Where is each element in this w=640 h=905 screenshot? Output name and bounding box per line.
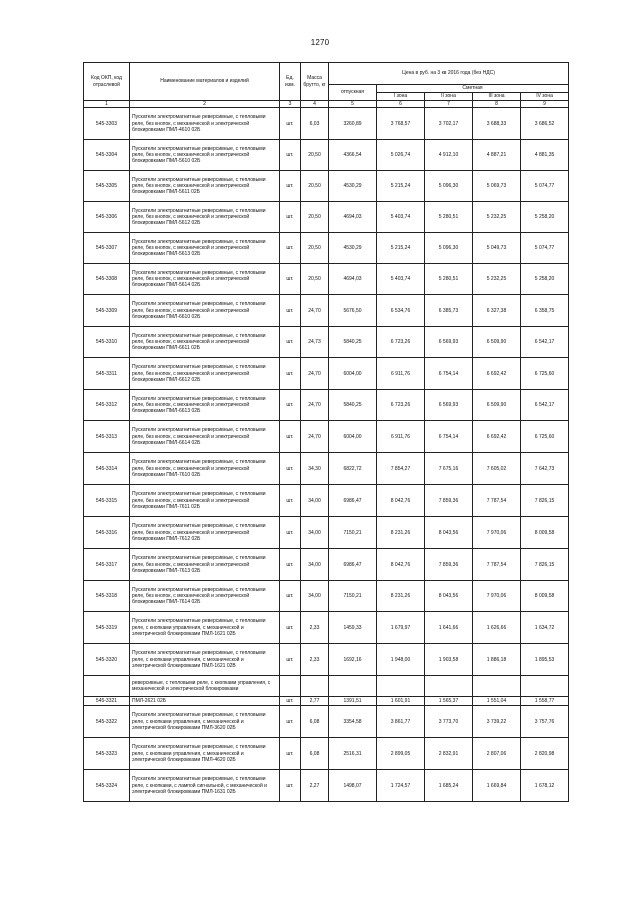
table-row xyxy=(84,697,569,706)
table-cell-name: Пускатели электромагнитные реверсивные, с тепловыми реле, без кнопок, с механической и электрической блокировками ПМЛ-7611 02Б xyxy=(130,485,280,517)
table-cell-zone-2-price: 3 773,70 xyxy=(425,706,473,738)
table-cell-zone-3-price: 6 327,38 xyxy=(473,295,521,327)
table-cell-name: Пускатели электромагнитные реверсивные, с тепловыми реле, без кнопок, с механической и электрической блокировками ПМЛ-4610 02Б xyxy=(130,108,280,140)
header-unit: Ед. изм. xyxy=(280,63,301,101)
table-cell-zone-4-price: 1 678,12 xyxy=(521,770,569,802)
table-cell-mass: 6,08 xyxy=(301,706,329,738)
table-cell-zone-3-price: 5 069,73 xyxy=(473,171,521,202)
table-row xyxy=(84,295,569,327)
table-cell-mass: 2,33 xyxy=(301,644,329,676)
header-estimate: Сметная xyxy=(377,85,569,93)
column-number: 2 xyxy=(130,101,280,108)
table-cell-zone-2-price: 5 096,30 xyxy=(425,171,473,202)
table-cell-unit: шт. xyxy=(280,295,301,327)
table-cell-zone-3-price: 6 509,90 xyxy=(473,327,521,358)
table-cell-code: 545-3309 xyxy=(84,295,130,327)
table-cell-zone-4-price: 6 542,17 xyxy=(521,327,569,358)
table-cell-name: Пускатели электромагнитные реверсивные, с тепловыми реле, с кнопками управления, с механической и электрической блокировками ПМЛ-4620 02Б xyxy=(130,738,280,770)
table-cell-mass: 24,70 xyxy=(301,295,329,327)
table-cell-zone-1-price: 2 899,05 xyxy=(377,738,425,770)
table-cell-release-price: 7150,21 xyxy=(329,581,377,612)
table-cell-zone-2-price: 6 754,14 xyxy=(425,358,473,390)
table-cell-code: 545-3305 xyxy=(84,171,130,202)
table-cell-name: Пускатели электромагнитные реверсивные, с тепловыми реле, без кнопок, с механической и электрической блокировками ПМЛ-7612 02Б xyxy=(130,517,280,549)
table-cell-release-price: 3260,89 xyxy=(329,108,377,140)
table-cell-release-price: 2516,31 xyxy=(329,738,377,770)
table-cell-unit: шт. xyxy=(280,549,301,581)
table-cell-unit: шт. xyxy=(280,140,301,171)
table-cell-zone-4-price: 7 826,15 xyxy=(521,549,569,581)
table-cell-zone-4-price: 3 757,76 xyxy=(521,706,569,738)
table-cell-code: 545-3306 xyxy=(84,202,130,233)
table-row xyxy=(84,358,569,390)
table-cell-zone-2-price: 4 912,10 xyxy=(425,140,473,171)
table-cell-mass: 20,50 xyxy=(301,171,329,202)
table-cell-name: Пускатели электромагнитные реверсивные, с тепловыми реле, без кнопок, с механической и электрической блокировками ПМЛ-5613 02Б xyxy=(130,233,280,264)
table-cell-release-price: 7150,21 xyxy=(329,517,377,549)
table-cell-zone-2-price: 7 675,16 xyxy=(425,453,473,485)
table-cell-release-price: 1692,16 xyxy=(329,644,377,676)
table-cell-code: 545-3304 xyxy=(84,140,130,171)
table-cell-zone-4-price: 7 642,73 xyxy=(521,453,569,485)
table-cell-zone-1-price: 5 403,74 xyxy=(377,264,425,295)
table-cell-mass: 24,70 xyxy=(301,390,329,421)
table-cell-zone-2-price: 1 685,24 xyxy=(425,770,473,802)
table-cell-unit: шт. xyxy=(280,390,301,421)
table-cell-unit: шт. xyxy=(280,644,301,676)
table-cell-name: реверсивные, с тепловыми реле, с кнопками управления, с механической и электрической блокировками xyxy=(130,676,280,697)
table-cell-release-price: 1498,07 xyxy=(329,770,377,802)
column-number: 9 xyxy=(521,101,569,108)
table-row xyxy=(84,421,569,453)
table-row xyxy=(84,549,569,581)
table-cell-unit: шт. xyxy=(280,706,301,738)
table-cell-code xyxy=(84,676,130,697)
table-cell-zone-2-price: 1 903,58 xyxy=(425,644,473,676)
header-zone-4: IV зона xyxy=(521,93,569,101)
table-row xyxy=(84,676,569,697)
table-cell-zone-3-price: 5 232,25 xyxy=(473,264,521,295)
table-cell-zone-1-price: 6 534,76 xyxy=(377,295,425,327)
table-cell-zone-1-price: 1 601,91 xyxy=(377,697,425,706)
table-cell-unit: шт. xyxy=(280,738,301,770)
table-cell-zone-3-price: 2 807,06 xyxy=(473,738,521,770)
table-cell-release-price: 4366,54 xyxy=(329,140,377,171)
table-cell-zone-1-price: 8 042,76 xyxy=(377,549,425,581)
table-cell-unit: шт. xyxy=(280,108,301,140)
table-cell-name: Пускатели электромагнитные реверсивные, с тепловыми реле, с кнопками управления, с механической и электрической блокировками ПМЛ-1621 02Б xyxy=(130,612,280,644)
table-row xyxy=(84,233,569,264)
table-cell-zone-2-price: 5 280,51 xyxy=(425,264,473,295)
table-cell-release-price: 3354,58 xyxy=(329,706,377,738)
table-cell-zone-4-price: 6 725,60 xyxy=(521,358,569,390)
table-cell-zone-2-price: 6 385,73 xyxy=(425,295,473,327)
table-cell-release-price: 6004,00 xyxy=(329,421,377,453)
table-cell-zone-1-price: 3 768,57 xyxy=(377,108,425,140)
table-cell-name: Пускатели электромагнитные реверсивные, с тепловыми реле, без кнопок, с механической и электрической блокировками ПМЛ-6610 02Б xyxy=(130,295,280,327)
table-cell-zone-2-price: 8 043,56 xyxy=(425,517,473,549)
table-cell-name: Пускатели электромагнитные реверсивные, с тепловыми реле, без кнопок, с механической и электрической блокировками ПМЛ-7610 02Б xyxy=(130,453,280,485)
table-cell-zone-2-price: 2 832,91 xyxy=(425,738,473,770)
table-cell-unit: шт. xyxy=(280,233,301,264)
table-row xyxy=(84,108,569,140)
table-cell-zone-3-price: 7 970,06 xyxy=(473,517,521,549)
page-number: 1270 xyxy=(310,38,330,47)
table-cell-zone-2-price: 6 754,14 xyxy=(425,421,473,453)
table-cell-unit: шт. xyxy=(280,517,301,549)
table-cell-code: 545-3303 xyxy=(84,108,130,140)
table-cell-release-price: 6004,00 xyxy=(329,358,377,390)
table-cell-zone-3-price: 1 669,84 xyxy=(473,770,521,802)
table-cell-code: 545-3318 xyxy=(84,581,130,612)
table-cell-code: 545-3313 xyxy=(84,421,130,453)
table-cell-release-price: 6986,47 xyxy=(329,549,377,581)
table-cell-release-price: 6986,47 xyxy=(329,485,377,517)
table-cell-zone-4-price: 8 009,58 xyxy=(521,517,569,549)
table-cell-zone-1-price: 5 026,74 xyxy=(377,140,425,171)
table-cell-zone-1-price xyxy=(377,676,425,697)
table-cell-mass: 6,03 xyxy=(301,108,329,140)
table-row xyxy=(84,612,569,644)
table-cell-code: 545-3322 xyxy=(84,706,130,738)
table-cell-release-price: 4694,03 xyxy=(329,264,377,295)
table-cell-code: 545-3323 xyxy=(84,738,130,770)
column-number: 5 xyxy=(329,101,377,108)
column-number: 6 xyxy=(377,101,425,108)
table-cell-mass: 20,50 xyxy=(301,233,329,264)
table-cell-unit: шт. xyxy=(280,581,301,612)
table-cell-zone-4-price: 1 634,72 xyxy=(521,612,569,644)
table-cell-name: ПМЛ-2621 02Б xyxy=(130,697,280,706)
table-cell-zone-4-price xyxy=(521,676,569,697)
table-row xyxy=(84,706,569,738)
table-cell-unit xyxy=(280,676,301,697)
table-cell-mass: 20,50 xyxy=(301,202,329,233)
table-cell-mass: 2,77 xyxy=(301,697,329,706)
table-cell-zone-3-price: 6 692,42 xyxy=(473,421,521,453)
table-cell-mass: 34,00 xyxy=(301,517,329,549)
table-cell-name: Пускатели электромагнитные реверсивные, с тепловыми реле, с кнопками управления, с механической и электрической блокировками ПМЛ-3620 02Б xyxy=(130,706,280,738)
table-cell-name: Пускатели электромагнитные реверсивные, с тепловыми реле, без кнопок, с механической и электрической блокировками ПМЛ-6614 02Б xyxy=(130,421,280,453)
table-cell-code: 545-3317 xyxy=(84,549,130,581)
table-cell-code: 545-3312 xyxy=(84,390,130,421)
table-cell-mass: 20,50 xyxy=(301,264,329,295)
table-cell-mass: 24,70 xyxy=(301,358,329,390)
table-cell-unit: шт. xyxy=(280,770,301,802)
table-row xyxy=(84,581,569,612)
table-cell-code: 545-3315 xyxy=(84,485,130,517)
column-number: 4 xyxy=(301,101,329,108)
table-cell-zone-3-price: 3 688,33 xyxy=(473,108,521,140)
table-cell-unit: шт. xyxy=(280,327,301,358)
table-cell-zone-1-price: 6 911,76 xyxy=(377,358,425,390)
table-cell-unit: шт. xyxy=(280,171,301,202)
table-cell-zone-1-price: 8 042,76 xyxy=(377,485,425,517)
table-cell-mass: 34,30 xyxy=(301,453,329,485)
table-cell-mass: 34,00 xyxy=(301,485,329,517)
table-cell-zone-1-price: 3 861,77 xyxy=(377,706,425,738)
table-cell-zone-4-price: 8 009,58 xyxy=(521,581,569,612)
table-cell-zone-2-price: 5 280,51 xyxy=(425,202,473,233)
table-row xyxy=(84,485,569,517)
table-cell-unit: шт. xyxy=(280,264,301,295)
header-zone-2: II зона xyxy=(425,93,473,101)
table-cell-zone-2-price: 8 043,56 xyxy=(425,581,473,612)
table-cell-name: Пускатели электромагнитные реверсивные, с тепловыми реле, без кнопок, с механической и электрической блокировками ПМЛ-5610 02Б xyxy=(130,140,280,171)
table-cell-zone-1-price: 8 231,26 xyxy=(377,517,425,549)
table-row xyxy=(84,327,569,358)
table-cell-mass: 24,70 xyxy=(301,421,329,453)
table-cell-mass: 2,33 xyxy=(301,612,329,644)
table-row xyxy=(84,390,569,421)
table-cell-name: Пускатели электромагнитные реверсивные, с тепловыми реле, без кнопок, с механической и электрической блокировками ПМЛ-5611 02Б xyxy=(130,171,280,202)
table-cell-zone-1-price: 5 403,74 xyxy=(377,202,425,233)
table-cell-unit: шт. xyxy=(280,421,301,453)
table-cell-mass: 2,27 xyxy=(301,770,329,802)
table-row xyxy=(84,264,569,295)
table-cell-zone-3-price xyxy=(473,676,521,697)
table-cell-unit: шт. xyxy=(280,202,301,233)
table-cell-zone-4-price: 4 881,35 xyxy=(521,140,569,171)
table-cell-zone-1-price: 8 231,26 xyxy=(377,581,425,612)
table-cell-release-price: 4530,29 xyxy=(329,171,377,202)
table-cell-zone-1-price: 1 679,97 xyxy=(377,612,425,644)
table-cell-zone-4-price: 3 686,52 xyxy=(521,108,569,140)
table-cell-zone-4-price: 2 820,98 xyxy=(521,738,569,770)
table-row xyxy=(84,517,569,549)
table-cell-release-price: 5676,50 xyxy=(329,295,377,327)
column-number: 8 xyxy=(473,101,521,108)
table-cell-name: Пускатели электромагнитные реверсивные, с тепловыми реле, без кнопок, с механической и электрической блокировками ПМЛ-7613 02Б xyxy=(130,549,280,581)
table-cell-zone-2-price: 5 096,30 xyxy=(425,233,473,264)
column-number: 3 xyxy=(280,101,301,108)
table-cell-zone-4-price: 5 074,77 xyxy=(521,171,569,202)
table-cell-code: 545-3314 xyxy=(84,453,130,485)
header-release: отпускная xyxy=(329,85,377,101)
table-cell-zone-4-price: 1 558,77 xyxy=(521,697,569,706)
table-cell-zone-1-price: 1 724,57 xyxy=(377,770,425,802)
table-cell-code: 545-3311 xyxy=(84,358,130,390)
table-cell-zone-2-price xyxy=(425,676,473,697)
table-cell-zone-2-price: 6 569,93 xyxy=(425,327,473,358)
column-number: 7 xyxy=(425,101,473,108)
table-cell-release-price: 1459,33 xyxy=(329,612,377,644)
table-cell-name: Пускатели электромагнитные реверсивные, с тепловыми реле, без кнопок, с механической и электрической блокировками ПМЛ-5612 02Б xyxy=(130,202,280,233)
header-zone-1: I зона xyxy=(377,93,425,101)
column-number: 1 xyxy=(84,101,130,108)
table-cell-zone-2-price: 3 702,17 xyxy=(425,108,473,140)
table-cell-zone-4-price: 5 258,20 xyxy=(521,264,569,295)
table-cell-mass: 24,73 xyxy=(301,327,329,358)
table-row xyxy=(84,770,569,802)
table-cell-name: Пускатели электромагнитные реверсивные, с тепловыми реле, без кнопок, с механической и электрической блокировками ПМЛ-6613 02Б xyxy=(130,390,280,421)
table-row xyxy=(84,171,569,202)
table-cell-zone-3-price: 7 605,02 xyxy=(473,453,521,485)
table-cell-zone-4-price: 5 074,77 xyxy=(521,233,569,264)
table-cell-zone-4-price: 7 826,15 xyxy=(521,485,569,517)
price-table xyxy=(83,62,569,802)
table-cell-zone-4-price: 6 725,60 xyxy=(521,421,569,453)
table-cell-code: 545-3321 xyxy=(84,697,130,706)
table-cell-zone-2-price: 6 569,93 xyxy=(425,390,473,421)
table-cell-zone-3-price: 1 626,66 xyxy=(473,612,521,644)
header-price-group: Цена в руб. на 3 кв 2016 года (без НДС) xyxy=(329,63,569,85)
table-cell-zone-1-price: 7 854,27 xyxy=(377,453,425,485)
table-cell-code: 545-3308 xyxy=(84,264,130,295)
column-number-row xyxy=(84,101,569,108)
table-cell-mass: 34,00 xyxy=(301,581,329,612)
table-cell-release-price: 6822,72 xyxy=(329,453,377,485)
table-cell-zone-3-price: 3 739,22 xyxy=(473,706,521,738)
table-cell-name: Пускатели электромагнитные реверсивные, с тепловыми реле, без кнопок, с механической и электрической блокировками ПМЛ-6612 02Б xyxy=(130,358,280,390)
table-cell-zone-4-price: 6 358,75 xyxy=(521,295,569,327)
table-cell-code: 545-3319 xyxy=(84,612,130,644)
table-cell-zone-3-price: 1 886,18 xyxy=(473,644,521,676)
table-cell-zone-3-price: 6 509,90 xyxy=(473,390,521,421)
table-cell-zone-4-price: 6 542,17 xyxy=(521,390,569,421)
table-cell-zone-3-price: 5 232,25 xyxy=(473,202,521,233)
table-cell-zone-2-price: 1 641,66 xyxy=(425,612,473,644)
table-cell-zone-3-price: 7 970,06 xyxy=(473,581,521,612)
table-cell-zone-4-price: 5 258,20 xyxy=(521,202,569,233)
table-cell-code: 545-3307 xyxy=(84,233,130,264)
table-cell-zone-3-price: 1 551,04 xyxy=(473,697,521,706)
table-cell-zone-3-price: 4 887,21 xyxy=(473,140,521,171)
table-cell-mass: 20,50 xyxy=(301,140,329,171)
table-cell-name: Пускатели электромагнитные реверсивные, с тепловыми реле, без кнопок, с механической и электрической блокировками ПМЛ-7614 02Б xyxy=(130,581,280,612)
table-cell-unit: шт. xyxy=(280,358,301,390)
table-cell-zone-1-price: 5 215,24 xyxy=(377,233,425,264)
table-cell-mass xyxy=(301,676,329,697)
table-row xyxy=(84,644,569,676)
table-cell-unit: шт. xyxy=(280,453,301,485)
table-row xyxy=(84,202,569,233)
table-cell-zone-3-price: 7 787,54 xyxy=(473,485,521,517)
table-row xyxy=(84,738,569,770)
table-cell-release-price: 5840,25 xyxy=(329,390,377,421)
table-cell-zone-1-price: 6 911,76 xyxy=(377,421,425,453)
table-cell-unit: шт. xyxy=(280,612,301,644)
table-cell-mass: 34,00 xyxy=(301,549,329,581)
table-cell-zone-3-price: 5 049,73 xyxy=(473,233,521,264)
table-cell-zone-1-price: 1 948,00 xyxy=(377,644,425,676)
table-cell-code: 545-3320 xyxy=(84,644,130,676)
table-cell-release-price xyxy=(329,676,377,697)
table-cell-zone-2-price: 7 859,36 xyxy=(425,549,473,581)
table-cell-release-price: 4694,03 xyxy=(329,202,377,233)
table-cell-name: Пускатели электромагнитные реверсивные, с тепловыми реле, с кнопками, с лампой сигнальной, с механической и электрической блокировками ПМЛ-1631 02Б xyxy=(130,770,280,802)
table-row xyxy=(84,453,569,485)
table-cell-code: 545-3316 xyxy=(84,517,130,549)
table-cell-unit: шт. xyxy=(280,697,301,706)
table-cell-zone-4-price: 1 895,53 xyxy=(521,644,569,676)
table-cell-zone-2-price: 7 859,36 xyxy=(425,485,473,517)
table-cell-unit: шт. xyxy=(280,485,301,517)
table-cell-code: 545-3324 xyxy=(84,770,130,802)
table-cell-zone-1-price: 6 723,26 xyxy=(377,390,425,421)
table-cell-code: 545-3310 xyxy=(84,327,130,358)
table-cell-zone-2-price: 1 565,37 xyxy=(425,697,473,706)
header-name: Наименование материалов и изделий xyxy=(130,63,280,101)
header-code: Код ОКП, код отраслевой xyxy=(84,63,130,101)
table-cell-release-price: 5840,25 xyxy=(329,327,377,358)
table-cell-zone-1-price: 6 723,26 xyxy=(377,327,425,358)
table-cell-name: Пускатели электромагнитные реверсивные, с тепловыми реле, без кнопок, с механической и электрической блокировками ПМЛ-6611 02Б xyxy=(130,327,280,358)
table-cell-mass: 6,08 xyxy=(301,738,329,770)
table-cell-release-price: 4530,29 xyxy=(329,233,377,264)
table-row xyxy=(84,140,569,171)
header-zone-3: III зона xyxy=(473,93,521,101)
table-cell-name: Пускатели электромагнитные реверсивные, с тепловыми реле, без кнопок, с механической и электрической блокировками ПМЛ-5614 02Б xyxy=(130,264,280,295)
header-mass: Масса брутто, кг xyxy=(301,63,329,101)
table-cell-zone-3-price: 6 692,42 xyxy=(473,358,521,390)
table-cell-release-price: 1391,51 xyxy=(329,697,377,706)
table-cell-name: Пускатели электромагнитные реверсивные, с тепловыми реле, с кнопками управления, с механической и электрической блокировками ПМЛ-1621 02В xyxy=(130,644,280,676)
table-cell-zone-3-price: 7 787,54 xyxy=(473,549,521,581)
table-cell-zone-1-price: 5 215,24 xyxy=(377,171,425,202)
